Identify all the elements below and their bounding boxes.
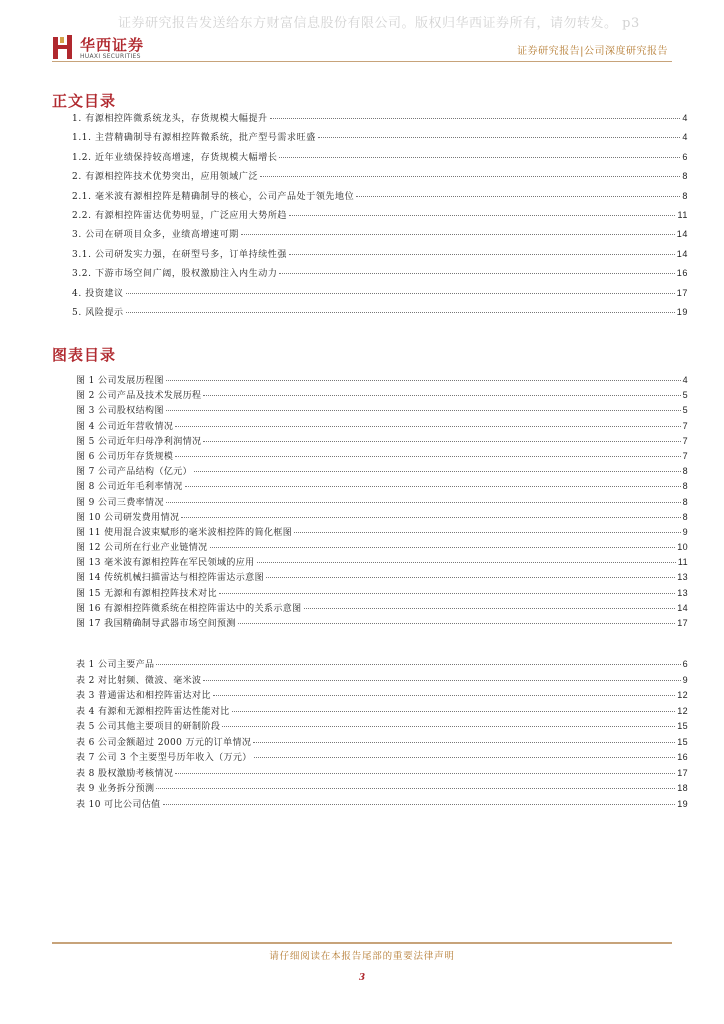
toc-entry-label: 1.2. 近年业绩保持较高增速，存货规模大幅增长: [72, 152, 278, 163]
table-entry[interactable]: [76, 735, 688, 751]
table-entry-label: 表 3 普通雷达和相控阵雷达对比: [76, 691, 211, 701]
huaxi-logo-icon: [52, 34, 74, 60]
figures-toc-list: [76, 373, 688, 631]
figures-toc-title: 图表目录: [52, 346, 117, 364]
figure-entry[interactable]: [76, 495, 688, 510]
toc-entry-page: 8: [682, 171, 688, 182]
toc-entry-label: 3.1. 公司研发实力强，在研型号多，订单持续性强: [72, 249, 288, 260]
figure-entry[interactable]: [76, 388, 688, 403]
table-entry[interactable]: [76, 766, 688, 782]
toc-entry[interactable]: [72, 208, 688, 227]
figure-entry-label: 图 1 公司发展历程图: [76, 376, 164, 386]
dot-leader: [222, 726, 675, 727]
toc-entry-label: 2. 有源相控阵技术优势突出，应用领域广泛: [72, 172, 259, 183]
dot-leader: [185, 486, 681, 487]
page-number: 3: [358, 973, 366, 983]
figure-entry-page: 8: [682, 496, 688, 507]
toc-entry[interactable]: [72, 286, 688, 305]
figure-entry-page: 8: [682, 466, 688, 477]
toc-entry-page: 14: [676, 229, 688, 240]
main-toc-list: [72, 111, 688, 324]
report-type-label: 证券研究报告|公司深度研究报告: [517, 46, 668, 57]
dot-leader: [203, 680, 680, 681]
figure-entry[interactable]: [76, 601, 688, 616]
toc-entry-label: 4. 投资建议: [72, 288, 124, 299]
table-entry-page: 17: [677, 767, 688, 778]
table-entry-label: 表 6 公司金额超过 2000 万元的订单情况: [76, 737, 252, 748]
dot-leader: [163, 804, 676, 805]
dot-leader: [166, 380, 681, 381]
figure-entry-label: 图 11 使用混合波束赋形的毫米波相控阵的简化框图: [76, 527, 293, 538]
figure-entry-page: 5: [682, 405, 688, 416]
toc-entry-page: 16: [676, 268, 688, 279]
dot-leader: [203, 395, 680, 396]
dot-leader: [166, 502, 681, 503]
dot-leader: [304, 608, 676, 609]
figure-entry-label: 图 13 毫米波有源相控阵在军民领域的应用: [76, 558, 255, 569]
toc-entry-label: 5. 风险提示: [72, 307, 124, 318]
figure-entry-page: 9: [682, 526, 688, 537]
figure-entry-page: 7: [682, 420, 688, 431]
figure-entry[interactable]: [76, 570, 688, 585]
toc-entry-page: 17: [676, 287, 688, 298]
toc-entry[interactable]: [72, 305, 688, 324]
figure-entry-label: 图 5 公司近年归母净利润情况: [76, 436, 202, 447]
dot-leader: [238, 623, 675, 624]
toc-entry-label: 1.1. 主营精确制导有源相控阵微系统，批产型号需求旺盛: [72, 133, 316, 144]
toc-entry[interactable]: [72, 169, 688, 188]
toc-entry-label: 3. 公司在研项目众多，业绩高增速可期: [72, 230, 239, 241]
dot-leader: [253, 742, 675, 743]
figure-entry[interactable]: [76, 403, 688, 418]
dot-leader: [257, 562, 676, 563]
table-entry-page: 12: [677, 690, 688, 700]
figure-entry-page: 8: [682, 511, 688, 522]
figure-entry-label: 图 7 公司产品结构（亿元）: [76, 467, 193, 478]
figure-entry[interactable]: [76, 449, 688, 464]
dot-leader: [294, 532, 680, 533]
figure-entry[interactable]: [76, 616, 688, 631]
table-entry-label: 表 5 公司其他主要项目的研制阶段: [76, 722, 221, 732]
figure-entry-page: 8: [682, 481, 688, 492]
dot-leader: [260, 176, 680, 177]
table-entry-page: 6: [682, 659, 688, 669]
dot-leader: [126, 312, 675, 313]
legal-disclaimer: 请仔细阅读在本报告尾部的重要法律声明: [269, 951, 455, 962]
dot-leader: [210, 547, 676, 548]
figure-entry[interactable]: [76, 540, 688, 555]
toc-entry-page: 19: [676, 306, 688, 317]
toc-entry-page: 6: [682, 151, 688, 162]
figure-entry-label: 图 2 公司产品及技术发展历程: [76, 391, 202, 402]
table-entry[interactable]: [76, 781, 688, 797]
dot-leader: [279, 157, 680, 158]
table-entry-label: 表 8 股权激励考核情况: [76, 768, 174, 779]
toc-entry-page: 4: [682, 132, 688, 143]
figure-entry-page: 7: [682, 450, 688, 461]
dot-leader: [318, 137, 681, 138]
dot-leader: [156, 788, 675, 789]
figure-entry[interactable]: [76, 586, 688, 601]
dot-leader: [175, 426, 680, 427]
dot-leader: [126, 293, 675, 294]
table-entry[interactable]: [76, 673, 688, 689]
table-entry-label: 表 7 公司 3 个主要型号历年收入（万元）: [76, 753, 252, 763]
dot-leader: [156, 664, 680, 665]
table-entry-label: 表 10 可比公司估值: [76, 799, 161, 810]
toc-entry[interactable]: [72, 266, 688, 285]
figure-entry-label: 图 15 无源和有源相控阵技术对比: [76, 588, 217, 599]
table-entry-label: 表 4 有源和无源相控阵雷达性能对比: [76, 706, 230, 717]
table-entry[interactable]: [76, 688, 688, 704]
figure-entry[interactable]: [76, 464, 688, 479]
dot-leader: [356, 196, 680, 197]
figure-entry-page: 5: [682, 390, 688, 401]
table-entry-page: 19: [677, 798, 688, 809]
figure-entry-page: 17: [677, 618, 688, 628]
toc-entry-page: 14: [676, 248, 688, 259]
figure-entry[interactable]: [76, 373, 688, 388]
table-entry-page: 9: [682, 674, 688, 685]
figure-entry[interactable]: [76, 419, 688, 434]
table-entry-page: 15: [677, 721, 688, 731]
dot-leader: [270, 118, 681, 119]
dot-leader: [213, 695, 675, 696]
figure-entry-page: 4: [682, 375, 688, 385]
figure-entry[interactable]: [76, 555, 688, 570]
table-entry[interactable]: [76, 797, 688, 813]
watermark-text: 证券研究报告发送给东方财富信息股份有限公司。版权归华西证券所有，请勿转发。 p3: [118, 16, 640, 31]
figure-entry-label: 图 17 我国精确制导武器市场空间预测: [76, 619, 236, 629]
figure-entry-page: 11: [677, 557, 688, 568]
toc-entry-label: 2.2. 有源相控阵雷达优势明显，广泛应用大势所趋: [72, 210, 288, 221]
toc-entry[interactable]: [72, 130, 688, 149]
dot-leader: [241, 234, 675, 235]
table-entry[interactable]: [76, 704, 688, 720]
figure-entry-label: 图 12 公司所在行业产业链情况: [76, 543, 208, 554]
toc-entry[interactable]: [72, 247, 688, 266]
header-divider: [52, 61, 672, 62]
dot-leader: [175, 456, 680, 457]
toc-entry-label: 3.2. 下游市场空间广阔，股权激励注入内生动力: [72, 269, 278, 280]
dot-leader: [175, 773, 675, 774]
figure-entry[interactable]: [76, 479, 688, 494]
figure-entry-label: 图 8 公司近年毛利率情况: [76, 482, 183, 493]
figure-entry-page: 10: [677, 542, 688, 553]
table-entry-label: 表 2 对比射频、微波、毫米波: [76, 675, 202, 686]
dot-leader: [194, 471, 681, 472]
logo-chinese-name: 华西证券: [80, 36, 145, 54]
toc-entry[interactable]: [72, 189, 688, 208]
dot-leader: [232, 711, 676, 712]
figure-entry-label: 图 3 公司股权结构图: [76, 406, 164, 417]
figure-entry-label: 图 4 公司近年营收情况: [76, 421, 174, 432]
toc-title: 正文目录: [52, 92, 117, 110]
dot-leader: [203, 441, 680, 442]
table-entry-page: 16: [677, 752, 688, 762]
table-entry[interactable]: [76, 750, 688, 766]
dot-leader: [266, 577, 675, 578]
table-entry-label: 表 1 公司主要产品: [76, 660, 155, 670]
dot-leader: [181, 517, 680, 518]
company-logo: [52, 34, 162, 64]
figure-entry-page: 14: [677, 602, 688, 613]
toc-entry-page: 4: [682, 113, 688, 123]
dot-leader: [219, 593, 675, 594]
table-entry[interactable]: [76, 719, 688, 735]
figure-entry[interactable]: [76, 525, 688, 540]
toc-entry-page: 8: [682, 190, 688, 201]
toc-entry-label: 1. 有源相控阵微系统龙头，存货规模大幅提升: [72, 114, 268, 124]
footer-divider: [52, 942, 672, 944]
toc-entry[interactable]: [72, 150, 688, 169]
toc-entry-label: 2.1. 毫米波有源相控阵是精确制导的核心，公司产品处于领先地位: [72, 191, 355, 202]
dot-leader: [279, 273, 674, 274]
toc-entry[interactable]: [72, 111, 688, 130]
figure-entry[interactable]: [76, 510, 688, 525]
tables-toc-list: [76, 657, 688, 812]
table-entry-label: 表 9 业务拆分预测: [76, 784, 155, 794]
figure-entry-label: 图 14 传统机械扫描雷达与相控阵雷达示意图: [76, 573, 264, 584]
figure-entry-page: 13: [677, 587, 688, 598]
toc-entry[interactable]: [72, 227, 688, 246]
table-entry[interactable]: [76, 657, 688, 673]
dot-leader: [166, 410, 681, 411]
figure-entry-label: 图 10 公司研发费用情况: [76, 512, 180, 523]
table-entry-page: 12: [677, 705, 688, 716]
dot-leader: [289, 254, 675, 255]
figure-entry-page: 13: [677, 572, 688, 583]
figure-entry[interactable]: [76, 434, 688, 449]
figure-entry-label: 图 6 公司历年存货规模: [76, 451, 174, 462]
table-entry-page: 18: [677, 783, 688, 793]
table-entry-page: 15: [677, 736, 688, 747]
toc-entry-page: 11: [677, 209, 688, 220]
dot-leader: [289, 215, 675, 216]
logo-english-name: HUAXI SECURITIES: [80, 53, 141, 60]
dot-leader: [254, 757, 675, 758]
figure-entry-page: 7: [682, 435, 688, 446]
figure-entry-label: 图 9 公司三费率情况: [76, 497, 164, 508]
figure-entry-label: 图 16 有源相控阵微系统在相控阵雷达中的关系示意图: [76, 603, 302, 614]
